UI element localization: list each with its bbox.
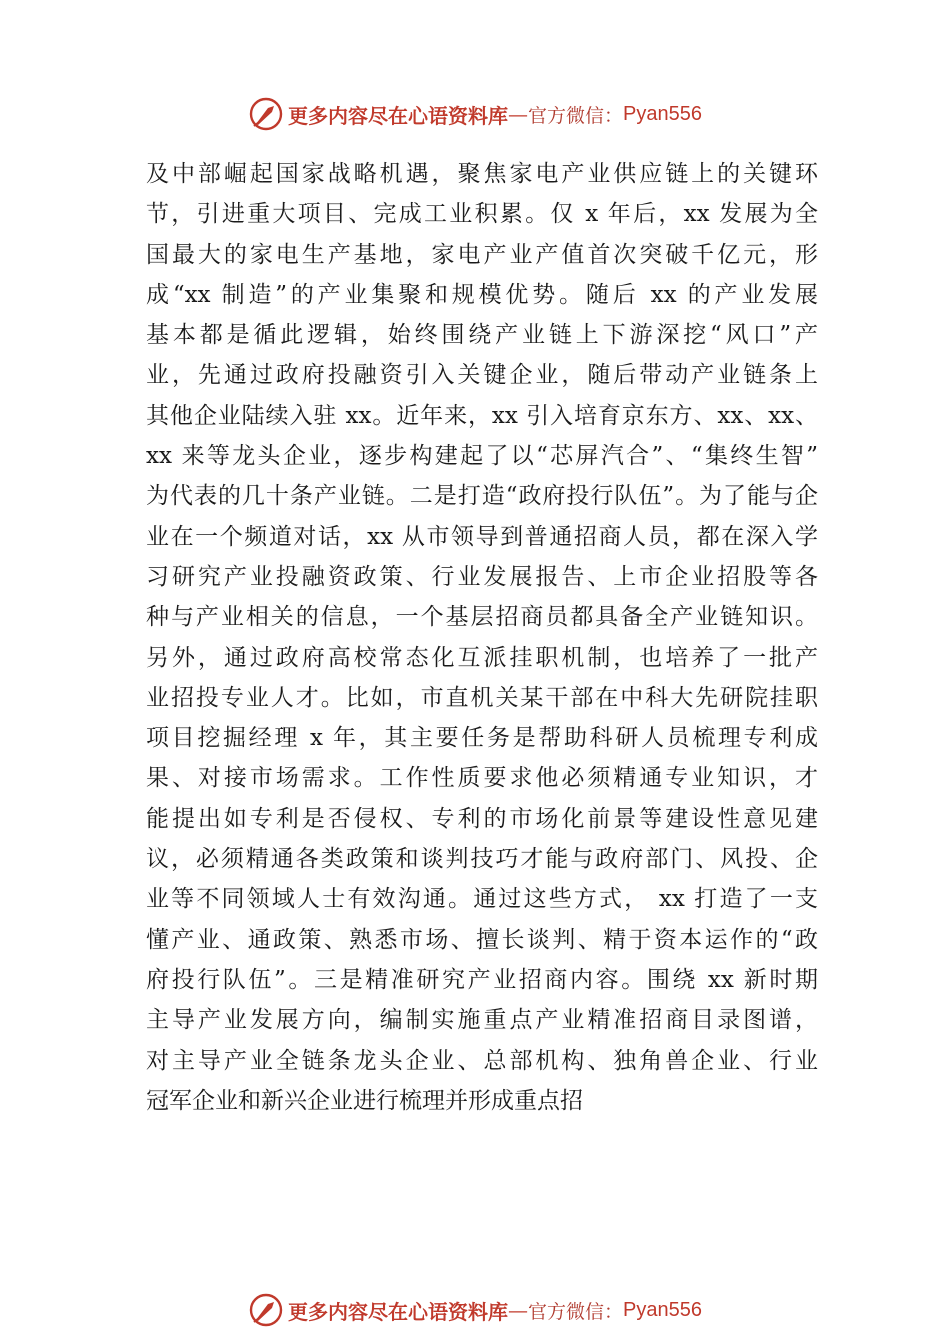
pen-nib-logo-icon (248, 96, 284, 132)
text-line (146, 396, 818, 436)
text-line (146, 557, 818, 597)
wechat-id: Pyan556 (623, 102, 702, 125)
text-line-content: 果、对接市场需求。工作性质要求他必须精通专业知识，才 (146, 765, 818, 792)
text-line-content: 府投行队伍”。三是精准研究产业招商内容。围绕 xx 新时期 (146, 966, 818, 993)
wechat-label: 官方微信： (528, 1300, 624, 1323)
text-line-content: 国最大的家电生产基地，家电产业产值首次突破千亿元，形 (146, 241, 818, 268)
text-line (146, 275, 818, 315)
text-line-content: 及中部崛起国家战略机遇，聚焦家电产业供应链上的关键环 (146, 161, 818, 187)
brand-name: 更多内容尽在心语资料库 (288, 1299, 508, 1324)
text-line (146, 960, 818, 1000)
text-line (146, 1041, 818, 1081)
wechat-label: 官方微信： (528, 104, 624, 127)
text-line-content: 项目挖掘经理 x 年，其主要任务是帮助科研人员梳理专利成 (146, 725, 818, 752)
text-line (146, 517, 818, 557)
text-line (146, 194, 818, 234)
wechat-id: Pyan556 (623, 1298, 702, 1321)
text-line-content: 习研究产业投融资政策、行业发展报告、上市企业招股等各 (146, 563, 818, 590)
text-line (146, 1081, 818, 1121)
text-line-content: 其他企业陆续入驻 xx。近年来，xx 引入培育京东方、xx、xx、 (146, 402, 818, 429)
header-banner (0, 94, 950, 134)
pen-nib-logo-icon (248, 1292, 284, 1328)
text-line (146, 879, 818, 919)
text-line (146, 758, 818, 798)
text-line (146, 436, 818, 476)
banner-separator: — (508, 102, 528, 126)
text-line-content: 另外，通过政府高校常态化互派挂职机制，也培养了一批产 (146, 644, 818, 671)
text-line-content: 业在一个频道对话，xx 从市领导到普通招商人员，都在深入学 (146, 523, 818, 550)
text-line (146, 799, 818, 839)
text-line (146, 235, 818, 275)
text-line (146, 718, 818, 758)
text-line (146, 315, 818, 355)
text-line-content: 业等不同领域人士有效沟通。通过这些方式， xx 打造了一支 (146, 886, 818, 913)
brand-name: 更多内容尽在心语资料库 (288, 103, 508, 128)
text-line-content: 为代表的几十条产业链。二是打造“政府投行队伍”。为了能与企 (146, 483, 818, 510)
text-line (146, 678, 818, 718)
text-line-content: 冠军企业和新兴企业进行梳理并形成重点招 (146, 1087, 583, 1114)
text-line (146, 1000, 818, 1040)
banner-separator: — (508, 1298, 528, 1322)
text-line (146, 154, 818, 194)
text-line (146, 638, 818, 678)
text-line (146, 839, 818, 879)
text-line-content: 懂产业、通政策、熟悉市场、擅长谈判、精于资本运作的“政 (146, 926, 818, 953)
text-line-content: 业招投专业人才。比如，市直机关某干部在中科大先研院挂职 (146, 684, 818, 711)
text-line (146, 597, 818, 637)
text-line-content: xx 来等龙头企业，逐步构建起了以“芯屏汽合”、“集终生智” (146, 443, 818, 470)
text-line (146, 476, 818, 516)
text-line (146, 355, 818, 395)
text-line-content: 种与产业相关的信息，一个基层招商员都具备全产业链知识。 (146, 604, 818, 631)
text-line-content: 能提出如专利是否侵权、专利的市场化前景等建设性意见建 (146, 805, 818, 832)
document-body (146, 154, 818, 1121)
text-line-content: 基本都是循此逻辑，始终围绕产业链上下游深挖“风口”产 (146, 322, 818, 349)
text-line-content: 对主导产业全链条龙头企业、总部机构、独角兽企业、行业 (146, 1047, 818, 1074)
text-line-content: 主导产业发展方向，编制实施重点产业精准招商目录图谱， (146, 1007, 818, 1034)
footer-banner (0, 1290, 950, 1330)
text-line-content: 业，先通过政府投融资引入关键企业，随后带动产业链条上 (146, 362, 818, 389)
text-line-content: 节，引进重大项目、完成工业积累。仅 x 年后，xx 发展为全 (146, 201, 818, 228)
text-line (146, 920, 818, 960)
text-line-content: 议，必须精通各类政策和谈判技巧才能与政府部门、风投、企 (146, 846, 818, 873)
text-line-content: 成“xx 制造”的产业集聚和规模优势。随后 xx 的产业发展 (146, 281, 818, 308)
